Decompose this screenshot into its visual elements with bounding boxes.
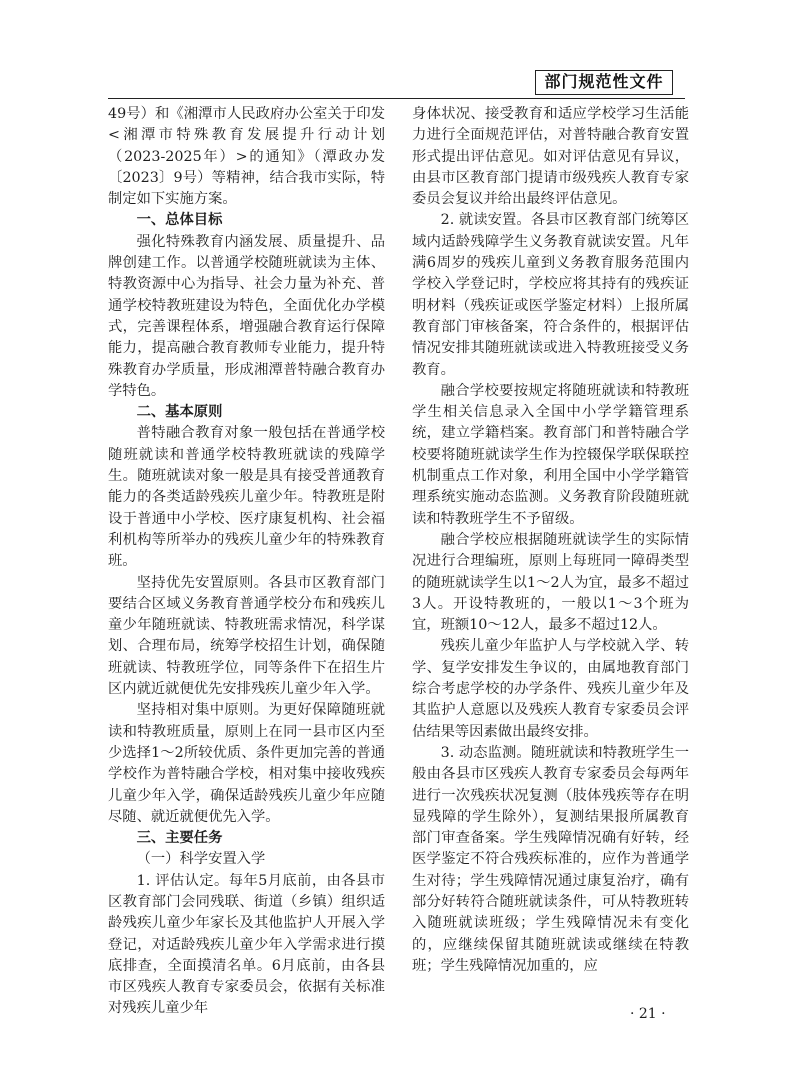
paragraph: 49号）和《湘潭市人民政府办公室关于印发<湘潭市特殊教育发展提升行动计划（2023-2025年）>的通知》（潭政办发〔2023〕9号）等精神，结合我市实际，特制定如下实施方案。 xyxy=(108,106,385,208)
section-title-box xyxy=(535,70,673,95)
paragraph: 普特融合教育对象一般包括在普通学校随班就读和普通学校特教班就读的残障学生。随班就读对象一般是具有接受普通教育能力的各类适龄残疾儿童少年。特教班是附设于普通中小学校、医疗康复机构、社会福利机构等所举办的残疾儿童少年的特殊教育班。 xyxy=(108,425,385,570)
left-text-column xyxy=(108,104,385,1020)
paragraph: 坚持相对集中原则。为更好保障随班就读和特教班质量，原则上在同一县市区内至少选择1～2所较优质、条件更加完善的普通学校作为普特融合学校，相对集中接收残疾儿童少年入学，确保适龄残疾儿童少年应随尽随、就近就便优先入学。 xyxy=(108,702,385,825)
paragraph: 2. 就读安置。各县市区教育部门统筹区域内适龄残障学生义务教育就读安置。凡年满6周岁的残疾儿童到义务教育服务范围内学校入学登记时，学校应将其持有的残疾证明材料（残疾证或医学鉴定材料）上报所属教育部门审核备案，符合条件的，根据评估情况安排其随班就读或进入特教班接受义务教育。 xyxy=(412,212,689,378)
paragraph: 3. 动态监测。随班就读和特教班学生一般由各县市区残疾人教育专家委员会每两年进行一次残疾状况复测（肢体残疾等存在明显残障的学生除外），复测结果报所属教育部门审查备案。学生残障情况确有好转，经医学鉴定不符合残疾标准的，应作为普通学生对待；学生残障情况通过康复治疗，确有部分好转符合随班就读条件，可从特教班转入随班就读班级；学生残障情况未有变化的，应继续保留其随班就读或继续在特教班；学生残障情况加重的，应 xyxy=(412,744,689,974)
section-heading: 二、基本原则 xyxy=(136,404,223,421)
section-heading: 一、总体目标 xyxy=(136,212,223,229)
paragraph: 1. 评估认定。每年5月底前，由各县市区教育部门会同残联、街道（乡镇）组织适龄残疾儿童少年家长及其他监护人开展入学登记，对适龄残疾儿童少年入学需求进行摸底排查，全面摸清名单。6月底前，由各县市区残疾人教育专家委员会，依据有关标准对残疾儿童少年 xyxy=(108,872,385,1017)
paragraph: 身体状况、接受教育和适应学校学习生活能力进行全面规范评估，对普特融合教育安置形式提出评估意见。如对评估意见有异议，由县市区教育部门提请市级残疾人教育专家委员会复议并给出最终评估意见。 xyxy=(412,106,689,208)
paragraph: 坚持优先安置原则。各县市区教育部门要结合区域义务教育普通学校分布和残疾儿童少年随班就读、特教班需求情况，科学谋划、合理布局，统筹学校招生计划，确保随班就读、特教班学位，同等条件下在招生片区内就近就便优先安排残疾儿童少年入学。 xyxy=(108,574,385,698)
page-number: · 21 · xyxy=(630,1006,666,1022)
right-text-column xyxy=(412,104,689,977)
paragraph: （一）科学安置入学 xyxy=(136,851,266,868)
paragraph: 残疾儿童少年监护人与学校就入学、转学、复学安排发生争议的，由属地教育部门综合考虑学校的办学条件、残疾儿童少年及其监护人意愿以及残疾人教育专家委员会评估结果等因素做出最终安排。 xyxy=(412,638,689,740)
paragraph: 融合学校要按规定将随班就读和特教班学生相关信息录入全国中小学学籍管理系统，建立学籍档案。教育部门和普特融合学校要将随班就读学生作为控辍保学联保联控机制重点工作对象，利用全国中小学学籍管理系统实施动态监测。义务教育阶段随班就读和特教班学生不予留级。 xyxy=(412,382,689,527)
section-title: 部门规范性文件 xyxy=(544,72,664,91)
paragraph: 强化特殊教育内涵发展、质量提升、品牌创建工作。以普通学校随班就读为主体、特教资源中心为指导、社会力量为补充、普通学校特教班建设为特色，全面优化办学模式，完善课程体系，增强融合教育运行保障能力，提高融合教育教师专业能力，提升特殊教育办学质量，形成湘潭普特融合教育办学特色。 xyxy=(108,233,385,399)
section-heading: 三、主要任务 xyxy=(136,830,223,847)
paragraph: 融合学校应根据随班就读学生的实际情况进行合理编班，原则上每班同一障碍类型的随班就读学生以1～2人为宜，最多不超过3人。开设特教班的，一般以1～3个班为宜，班额10～12人，最多不超过12人。 xyxy=(412,531,689,634)
header-rule xyxy=(108,98,685,99)
